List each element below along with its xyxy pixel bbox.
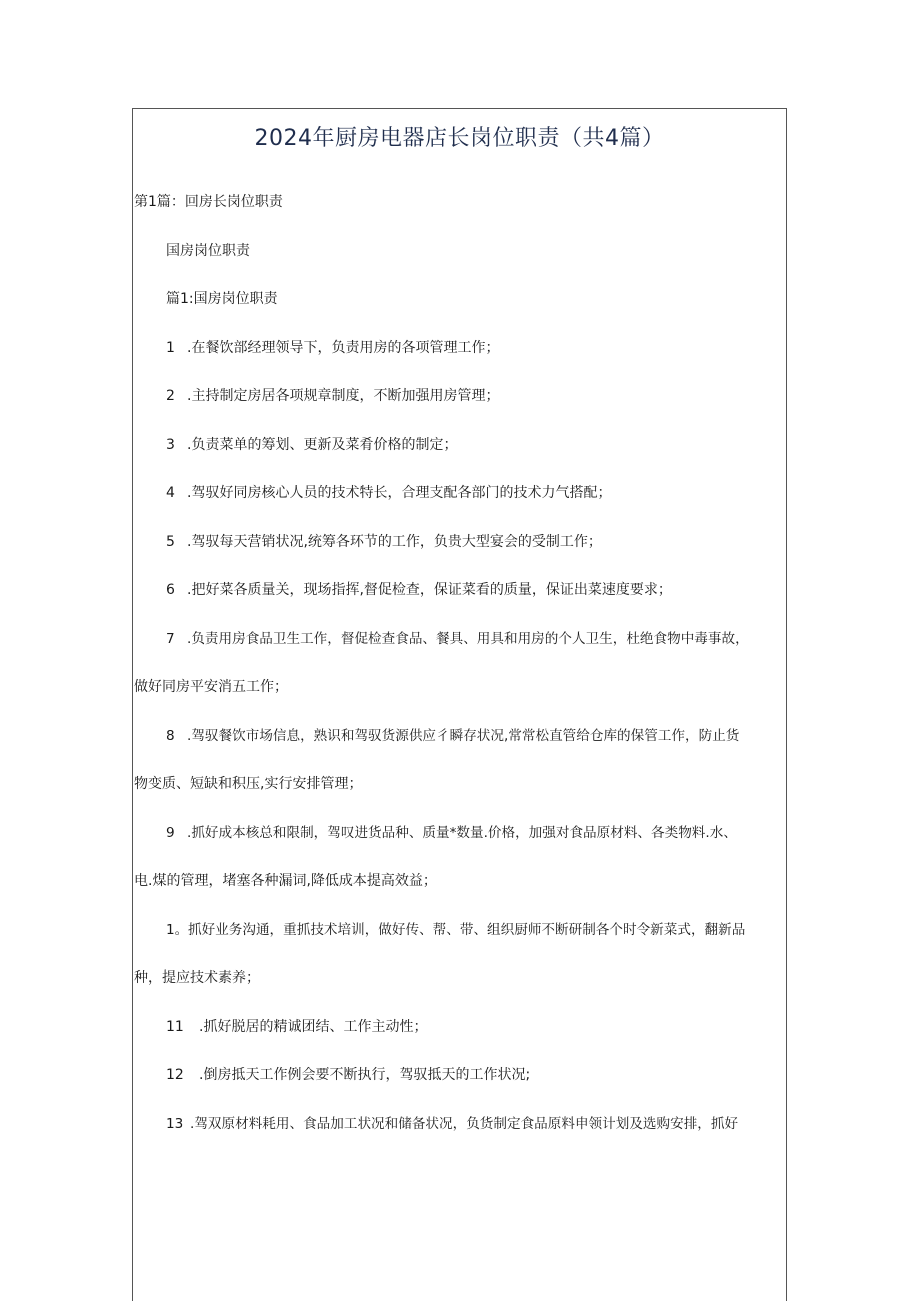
- item-number: 5: [166, 534, 175, 550]
- list-item: [166, 533, 602, 551]
- list-item: [166, 1066, 530, 1084]
- item-number: 3: [166, 437, 175, 453]
- list-item: [166, 387, 499, 405]
- item-text: .主持制定房居各项规章制度，不断加强用房管理；: [187, 388, 500, 404]
- list-item: [166, 436, 457, 454]
- item-number: 2: [166, 388, 175, 404]
- item-number: 13: [166, 1116, 184, 1132]
- item-number: 1。: [166, 922, 189, 938]
- item-text: .抓好成本核总和限制，驾叹进货品种、质量*数量.价格，加强对食品原材料、各类物料.水、: [187, 825, 737, 841]
- item-text: .负责用房食品卫生工作，督促检查食品、餐具、用具和用房的个人卫生，杜绝食物中毒事故，: [187, 631, 749, 647]
- item-number: 11: [166, 1019, 184, 1035]
- list-item: [166, 581, 672, 599]
- item-number: 6: [166, 582, 175, 598]
- section-heading: 第1篇：回房长岗位职责: [134, 194, 283, 210]
- item-text: .驾驭好同房核心人员的技术特长，合理支配各部门的技术力气搭配；: [187, 485, 612, 501]
- item-text: .在餐饮部经理领导下，负责用房的各项管理工作；: [187, 340, 500, 356]
- item-text: .倒房抵天工作例会要不断执行，驾驭抵天的工作状况;: [199, 1067, 531, 1083]
- item-text: .抓好脱居的精诚团结、工作主动性；: [199, 1019, 428, 1035]
- item-continuation: 电.煤的管理，堵塞各种漏词,降低成本提高效益；: [134, 873, 437, 889]
- item-continuation: 物变质、短缺和积压,实行安排管理；: [134, 776, 363, 792]
- item-number: 4: [166, 485, 175, 501]
- item-text: .把好菜各质量关，现场指挥,督促检查，保证菜看的质量，保证出菜速度要求；: [187, 582, 672, 598]
- item-text: .驾双原材料耗用、食品加工状况和储备状况，负货制定食品原料申领计划及选购安排，抓好: [190, 1116, 739, 1132]
- list-item: [166, 484, 611, 502]
- list-item: [166, 339, 499, 357]
- list-item: [166, 824, 737, 842]
- item-number: 8: [166, 728, 175, 744]
- item-number: 7: [166, 631, 175, 647]
- item-text: .驾驭餐饮市场信息，熟识和驾驭货源供应彳瞬存状况,常常松直管给仓库的保管工作，防止货: [187, 728, 740, 744]
- list-item: [166, 1018, 427, 1036]
- sub-sub-heading: 篇1:国房岗位职责: [166, 291, 278, 307]
- item-number: 9: [166, 825, 175, 841]
- list-item: [166, 727, 739, 745]
- item-number: 12: [166, 1067, 184, 1083]
- item-text: .驾驭每天营销状况,统筹各环节的工作，负贵大型宴会的受制工作；: [187, 534, 602, 550]
- list-item: [166, 921, 745, 939]
- item-continuation: 种，提应技术素养；: [134, 970, 260, 986]
- list-item: [166, 630, 749, 648]
- item-text: 抓好业务沟通，重抓技术培训，做好传、帮、带、组织厨师不断研制各个时令新菜式，翻新品: [188, 922, 746, 938]
- item-continuation: 做好同房平安消五工作；: [134, 679, 288, 695]
- document-title: 2024年厨房电器店长岗位职责（共4篇）: [254, 126, 665, 151]
- list-item: [166, 1115, 738, 1133]
- sub-heading: 国房岗位职责: [166, 243, 250, 259]
- item-text: .负责菜单的筹划、更新及菜肴价格的制定；: [187, 437, 458, 453]
- item-number: 1: [166, 340, 175, 356]
